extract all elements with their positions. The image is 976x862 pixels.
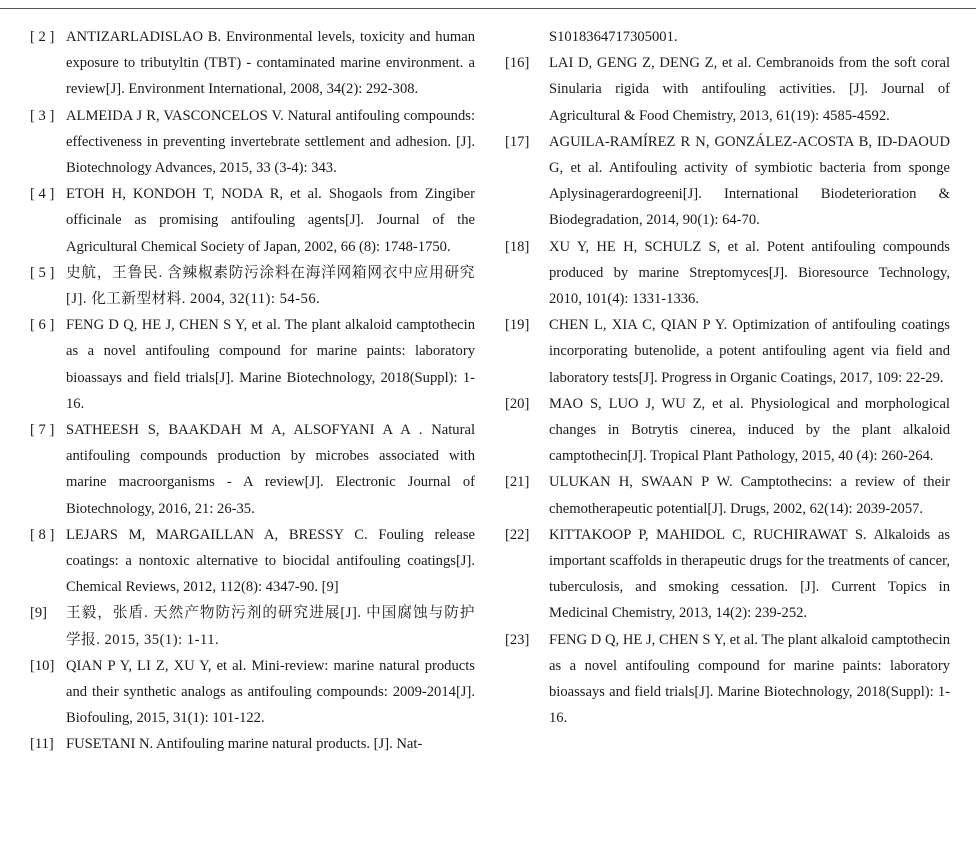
reference-column-left — [30, 24, 475, 758]
reference-number: [ 4 ] — [30, 186, 55, 203]
reference-number: [22] — [505, 526, 530, 543]
reference-text: 王毅，张盾. 天然产物防污剂的研究进展[J]. 中国腐蚀与防护学报. 2015, 35(1): 1-11. — [66, 605, 475, 648]
reference-entry — [30, 653, 475, 732]
reference-entry — [30, 731, 475, 757]
reference-text: CHEN L, XIA C, QIAN P Y. Optimization of antifouling coatings incorporating butenolide, a potent antifouling agent via field and laboratory tests[J]. Progress in Organic Coatings, 2017, 109: 22-29. — [549, 317, 950, 386]
top-rule — [0, 8, 976, 9]
reference-entry — [30, 522, 475, 601]
reference-number: [19] — [505, 317, 530, 334]
reference-entry — [505, 312, 950, 391]
reference-number: [18] — [505, 238, 530, 255]
reference-text: FENG D Q, HE J, CHEN S Y, et al. The plant alkaloid camptothecin as a novel antifouling compound for marine paints: laboratory bioassays and field trials[J]. Marine Biotechnology, 2018(Suppl): 1-16. — [66, 317, 475, 412]
reference-entry — [505, 234, 950, 313]
reference-text: ALMEIDA J R, VASCONCELOS V. Natural antifouling compounds: effectiveness in preventing invertebrate settlement and adhesion. [J]. Biotechnology Advances, 2015, 33 (3-4): 343. — [66, 107, 475, 177]
reference-number: [17] — [505, 133, 530, 150]
reference-entry — [30, 312, 475, 417]
reference-text: QIAN P Y, LI Z, XU Y, et al. Mini-review: marine natural products and their synthetic analogs as antifouling compounds: 2009-2014[J]. Biofouling, 2015, 31(1): 101-122. — [66, 657, 475, 727]
reference-text: ANTIZARLADISLAO B. Environmental levels, toxicity and human exposure to tributyltin (TBT) - contaminated marine environment. a review[J]. Environment International, 2008, 34(2): 292-308. — [66, 29, 475, 98]
reference-entry — [30, 24, 475, 103]
reference-number: [ 7 ] — [30, 422, 55, 439]
reference-number: [ 5 ] — [30, 264, 55, 281]
reference-entry — [505, 50, 950, 129]
reference-text: XU Y, HE H, SCHULZ S, et al. Potent antifouling compounds produced by marine Streptomyces[J]. Bioresource Technology, 2010, 101(4): 1331-1336. — [549, 238, 950, 308]
reference-entry — [505, 129, 950, 234]
reference-continuation: S1018364717305001. — [549, 29, 678, 45]
reference-number: [ 6 ] — [30, 317, 55, 334]
reference-number: [ 3 ] — [30, 107, 55, 124]
reference-column-right — [505, 24, 950, 731]
reference-text: ULUKAN H, SWAAN P W. Camptothecins: a review of their chemotherapeutic potential[J]. Drugs, 2002, 62(14): 2039-2057. — [549, 474, 950, 517]
reference-entry — [30, 260, 475, 312]
reference-text: FENG D Q, HE J, CHEN S Y, et al. The plant alkaloid camptothecin as a novel antifouling compound for marine paints: laboratory bioassays and field trials[J]. Marine Biotechnology, 2018(Suppl): 1-16. — [549, 631, 950, 727]
reference-number: [23] — [505, 631, 530, 648]
reference-text: LEJARS M, MARGAILLAN A, BRESSY C. Fouling release coatings: a nontoxic alternative to biocidal antifouling coatings[J]. Chemical Reviews, 2012, 112(8): 4347-90. [9] — [66, 526, 475, 596]
reference-text: KITTAKOOP P, MAHIDOL C, RUCHIRAWAT S. Alkaloids as important scaffolds in therapeutic drugs for the treatments of cancer, tuberculosis, and smoking cessation. [J]. Current Topics in Medicinal Chemistry, 2013, 14(2): 239-252. — [549, 526, 950, 622]
reference-number: [10] — [30, 657, 55, 674]
reference-text: AGUILA-RAMÍREZ R N, GONZÁLEZ-ACOSTA B, ID-DAOUD G, et al. Antifouling activity of symbiotic bacteria from sponge Aplysinagerardogreeni[J]. International Biodeterioration & Biodegradation, 2014, 90(1): 64-70. — [549, 133, 950, 229]
reference-entry — [30, 181, 475, 260]
reference-entry — [30, 417, 475, 522]
reference-number: [ 2 ] — [30, 29, 55, 45]
reference-entry — [505, 391, 950, 470]
reference-text: FUSETANI N. Antifouling marine natural products. [J]. Nat- — [66, 736, 423, 753]
reference-entry — [505, 469, 950, 521]
reference-entry — [30, 103, 475, 182]
reference-number: [21] — [505, 474, 530, 491]
reference-number: [9] — [30, 605, 48, 622]
reference-text: ETOH H, KONDOH T, NODA R, et al. Shogaols from Zingiber officinale as promising antifouling agents[J]. Journal of the Agricultural Chemical Society of Japan, 2002, 66 (8): 1748-1750. — [66, 186, 475, 255]
reference-entry — [505, 522, 950, 627]
reference-number: [16] — [505, 55, 530, 72]
reference-entry — [505, 627, 950, 732]
reference-entry — [30, 600, 475, 652]
reference-text: MAO S, LUO J, WU Z, et al. Physiological and morphological changes in Botrytis cinerea, induced by the plant alkaloid camptothecin[J]. Tropical Plant Pathology, 2015, 40 (4): 260-264. — [549, 395, 950, 465]
reference-text: 史航，王鲁民. 含辣椒素防污涂料在海洋网箱网衣中应用研究[J]. 化工新型材料. 2004, 32(11): 54-56. — [66, 264, 475, 308]
reference-text: SATHEESH S, BAAKDAH M A, ALSOFYANI A A . Natural antifouling compounds production by microbes associated with marine macroorganisms - A review[J]. Electronic Journal of Biotechnology, 2016, 21: 26-35. — [66, 422, 475, 517]
reference-text: LAI D, GENG Z, DENG Z, et al. Cembranoids from the soft coral Sinularia rigida with antifouling activities. [J]. Journal of Agricultural & Food Chemistry, 2013, 61(19): 4585-4592. — [549, 55, 950, 124]
reference-number: [ 8 ] — [30, 526, 55, 543]
reference-number: [20] — [505, 395, 530, 412]
reference-number: [11] — [30, 736, 54, 753]
